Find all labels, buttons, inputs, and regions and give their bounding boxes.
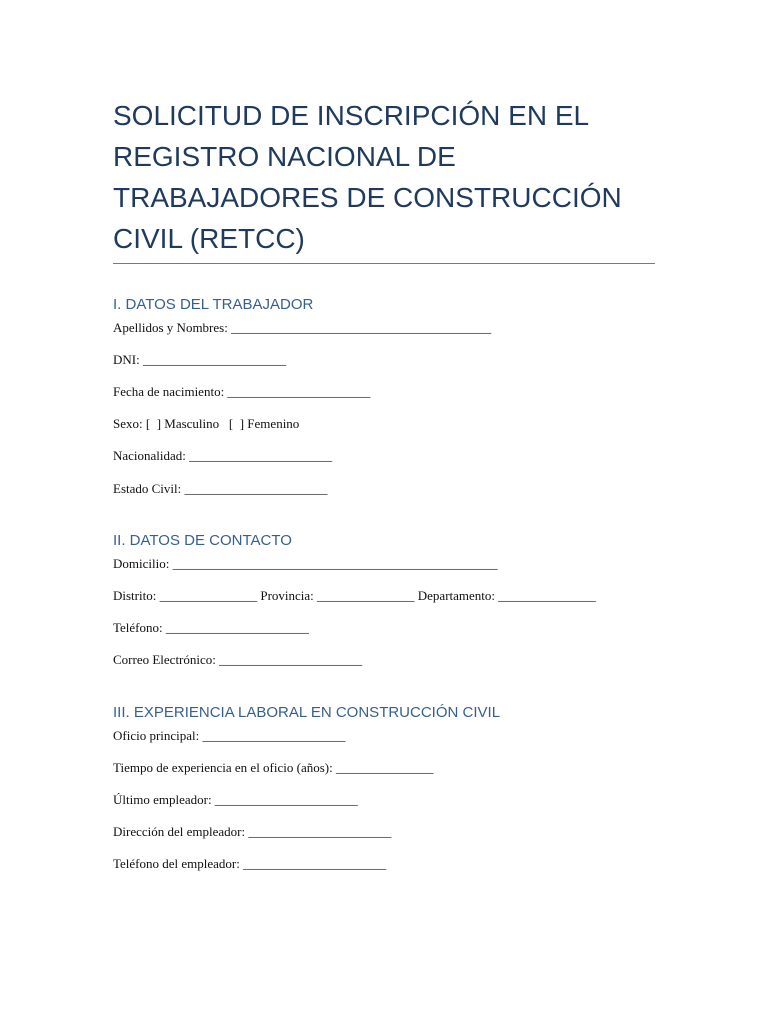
section-heading-experiencia: III. EXPERIENCIA LABORAL EN CONSTRUCCIÓN CIVIL bbox=[113, 704, 501, 721]
title-divider bbox=[113, 263, 655, 264]
field-estado-civil[interactable]: Estado Civil: ______________________ bbox=[113, 481, 328, 496]
field-correo[interactable]: Correo Electrónico: ______________________ bbox=[113, 652, 363, 667]
field-ultimo-empleador[interactable]: Último empleador: ______________________ bbox=[113, 792, 358, 807]
field-telefono-empleador[interactable]: Teléfono del empleador: ______________________ bbox=[113, 856, 387, 871]
field-direccion-empleador[interactable]: Dirección del empleador: ______________________ bbox=[113, 824, 392, 839]
field-dni[interactable]: DNI: ______________________ bbox=[113, 352, 286, 367]
field-distrito-provincia-departamento[interactable]: Distrito: _______________ Provincia: _______________ Departamento: _______________ bbox=[113, 588, 596, 603]
document-title: SOLICITUD DE INSCRIPCIÓN EN EL REGISTRO NACIONAL DE TRABAJADORES DE CONSTRUCCIÓN CIVIL (RETCC) bbox=[113, 100, 622, 254]
field-fecha-nacimiento[interactable]: Fecha de nacimiento: ______________________ bbox=[113, 384, 371, 399]
field-telefono[interactable]: Teléfono: ______________________ bbox=[113, 620, 309, 635]
field-sexo[interactable]: Sexo: [ ] Masculino [ ] Femenino bbox=[113, 416, 300, 431]
field-tiempo-experiencia[interactable]: Tiempo de experiencia en el oficio (años): _______________ bbox=[113, 760, 434, 775]
section-heading-datos-contacto: II. DATOS DE CONTACTO bbox=[113, 532, 292, 549]
field-oficio-principal[interactable]: Oficio principal: ______________________ bbox=[113, 728, 346, 743]
section-heading-datos-trabajador: I. DATOS DEL TRABAJADOR bbox=[113, 296, 314, 313]
field-domicilio[interactable]: Domicilio: __________________________________________________ bbox=[113, 556, 498, 571]
field-apellidos-nombres[interactable]: Apellidos y Nombres: ________________________________________ bbox=[113, 320, 492, 335]
field-nacionalidad[interactable]: Nacionalidad: ______________________ bbox=[113, 448, 333, 463]
